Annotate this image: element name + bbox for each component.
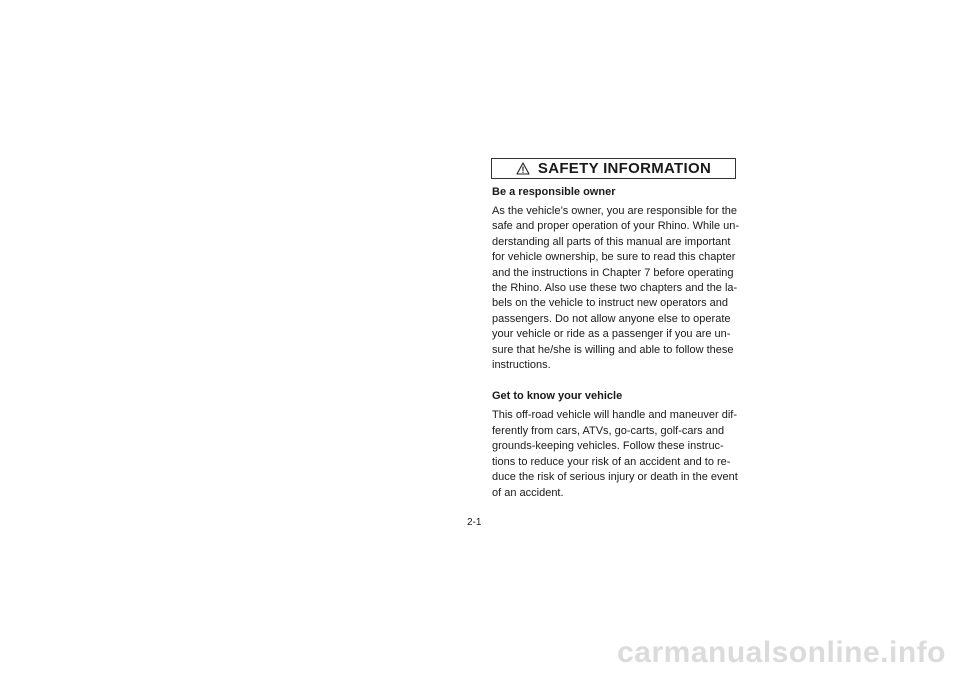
section-body: As the vehicle’s owner, you are responsible for the safe and proper operation of your Rhino. While un- derstanding all parts of this manual are important for vehicle ownership, be sure to read this chapter and the instructions in Chapter 7 before operating the Rhino. Also use these two chapters and the la- bels on the vehicle to instruct new operators and passengers. Do not allow anyone else to operate your vehicle or ride as a passenger if you are un- sure that he/she is willing and able to follow these instructions. [492,205,740,372]
section-heading: Be a responsible owner [492,186,616,198]
section-body: This off-road vehicle will handle and maneuver dif- ferently from cars, ATVs, go-carts, golf-cars and grounds-keeping vehicles. Follow these instruc- tions to reduce your risk of an accident and to re- duce the risk of serious injury or death in the event of an accident. [492,409,738,499]
main-content [492,185,740,501]
page-title: SAFETY INFORMATION [537,160,712,177]
section-responsible-owner [492,185,740,373]
section-header [491,158,736,179]
warning-triangle-icon [516,162,530,175]
page-number: 2-1 [467,517,482,528]
section-heading: Get to know your vehicle [492,390,623,403]
watermark: carmanualsonline.info [617,636,946,669]
section-know-your-vehicle [492,389,740,500]
